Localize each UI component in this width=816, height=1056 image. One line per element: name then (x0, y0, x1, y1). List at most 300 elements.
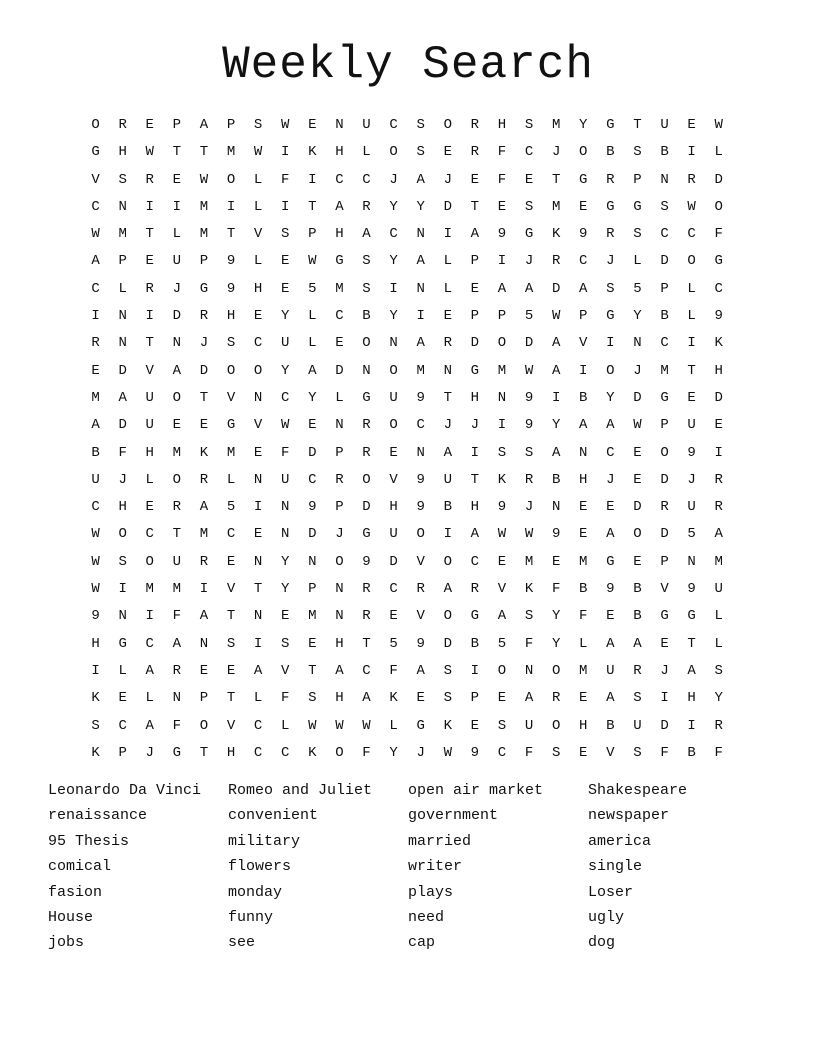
grid-letter: A (687, 662, 696, 679)
grid-letter: E (579, 499, 588, 516)
grid-letter: Y (281, 553, 290, 570)
grid-letter: T (172, 526, 182, 543)
grid-letter: M (91, 389, 100, 406)
grid-letter: R (470, 117, 480, 133)
grid-letter: P (308, 226, 317, 243)
grid-letter: W (714, 117, 723, 133)
word-list-item: Leonardo Da Vinci (48, 782, 202, 799)
grid-letter: K (308, 744, 317, 761)
grid-letter: F (389, 662, 398, 679)
grid-letter: J (470, 417, 480, 434)
grid-letter: J (389, 171, 398, 188)
grid-letter: V (226, 389, 236, 406)
grid-letter: E (226, 553, 236, 570)
grid-letter: 9 (470, 744, 480, 761)
grid-letter: N (308, 553, 317, 570)
grid-letter: W (362, 717, 371, 734)
grid-letter: D (551, 280, 561, 297)
grid-letter: H (714, 362, 723, 379)
grid-letter: A (606, 417, 615, 434)
grid-letter: 5 (226, 499, 236, 516)
grid-letter: A (416, 662, 425, 679)
grid-letter: C (470, 553, 480, 570)
grid-letter: Y (389, 253, 398, 270)
grid-letter: J (524, 499, 534, 516)
word-list-item: renaissance (48, 807, 148, 825)
grid-letter: D (714, 171, 723, 188)
grid-letter: P (660, 553, 669, 570)
grid-letter: G (687, 608, 696, 625)
grid-letter: P (335, 444, 344, 461)
grid-letter: L (118, 662, 127, 679)
grid-letter: W (524, 526, 534, 543)
grid-letter: 5 (308, 280, 317, 297)
grid-letter: I (497, 253, 507, 270)
grid-letter: D (524, 335, 534, 352)
grid-letter: A (91, 417, 100, 434)
grid-letter: E (660, 635, 669, 652)
grid-letter: T (199, 744, 209, 761)
grid-letter: R (687, 171, 696, 188)
grid-letter: S (633, 226, 642, 243)
grid-letter: E (714, 417, 723, 434)
grid-letter: A (91, 253, 100, 270)
grid-letter: L (226, 471, 236, 488)
grid-letter: M (579, 553, 588, 570)
grid-row (82, 494, 734, 521)
grid-row (82, 248, 734, 275)
grid-letter: R (118, 117, 127, 133)
grid-letter: D (660, 471, 669, 488)
grid-letter: M (199, 526, 209, 543)
grid-letter: O (687, 253, 696, 270)
grid-letter: U (362, 117, 371, 133)
word-list-item: 95 Thesis (48, 832, 130, 850)
word-list-item: writer (408, 858, 463, 876)
grid-letter: A (524, 280, 534, 297)
grid-letter: S (633, 144, 642, 161)
grid-row (82, 685, 734, 712)
grid-letter: Y (551, 608, 561, 625)
grid-letter: P (660, 417, 669, 434)
grid-letter: S (524, 444, 534, 461)
grid-letter: E (416, 690, 425, 707)
grid-letter: R (362, 417, 371, 434)
grid-letter: I (687, 144, 696, 161)
grid-letter: O (335, 744, 344, 761)
grid-letter: A (199, 117, 209, 133)
grid-letter: N (281, 499, 290, 516)
grid-letter: R (470, 144, 480, 161)
grid-letter: T (687, 635, 696, 652)
grid-letter: T (687, 362, 696, 379)
grid-letter: C (389, 226, 398, 243)
grid-letter: R (443, 335, 452, 352)
grid-letter: S (443, 690, 452, 707)
grid-letter: S (226, 335, 236, 352)
grid-letter: 9 (416, 499, 425, 516)
grid-row (82, 412, 734, 439)
grid-letter: F (281, 690, 290, 707)
grid-letter: E (443, 308, 452, 325)
grid-letter: A (308, 362, 317, 379)
grid-letter: U (443, 471, 452, 488)
grid-letter: P (497, 308, 507, 325)
grid-letter: D (660, 253, 669, 270)
grid-letter: U (633, 717, 642, 734)
grid-letter: P (199, 253, 209, 270)
grid-letter: D (660, 526, 669, 543)
grid-letter: A (633, 635, 642, 652)
grid-letter: F (524, 744, 534, 761)
grid-letter: A (470, 226, 480, 243)
grid-letter: S (524, 608, 534, 625)
grid-letter: Y (579, 117, 588, 133)
word-list-item: plays (408, 883, 454, 901)
grid-letter: M (172, 581, 182, 598)
grid-letter: V (226, 581, 236, 598)
grid-letter: V (145, 362, 154, 379)
grid-row (82, 385, 734, 412)
grid-letter: 9 (524, 389, 534, 406)
grid-letter: C (118, 717, 127, 734)
grid-letter: E (308, 117, 317, 133)
grid-letter: E (497, 553, 507, 570)
grid-letter: I (687, 717, 696, 734)
word-list-item: monday (228, 883, 283, 901)
grid-letter: I (145, 308, 154, 325)
grid-letter: N (281, 526, 290, 543)
grid-letter: R (362, 198, 371, 215)
grid-letter: O (443, 608, 452, 625)
grid-letter: M (226, 444, 236, 461)
grid-letter: R (172, 499, 182, 516)
grid-letter: S (118, 171, 127, 188)
grid-letter: S (308, 690, 317, 707)
word-list-item: Loser (588, 883, 634, 901)
grid-letter: R (145, 280, 154, 297)
grid-letter: K (714, 335, 723, 352)
grid-letter: R (199, 308, 209, 325)
grid-letter: I (443, 526, 452, 543)
grid-letter: G (172, 744, 182, 761)
grid-letter: 5 (687, 526, 696, 543)
grid-letter: O (362, 335, 371, 352)
grid-letter: O (443, 117, 452, 133)
grid-letter: I (606, 335, 615, 352)
grid-letter: L (687, 308, 696, 325)
grid-letter: O (497, 662, 507, 679)
grid-letter: H (335, 635, 344, 652)
grid-letter: H (118, 144, 127, 161)
grid-letter: N (335, 117, 344, 133)
grid-letter: S (362, 280, 371, 297)
grid-letter: W (281, 417, 290, 434)
grid-letter: I (226, 198, 236, 215)
grid-row (82, 740, 734, 767)
grid-row (82, 167, 734, 194)
grid-letter: O (443, 553, 452, 570)
grid-letter: A (524, 690, 534, 707)
grid-letter: W (524, 362, 534, 379)
grid-letter: G (633, 198, 642, 215)
grid-letter: C (389, 117, 398, 133)
grid-letter: L (253, 253, 263, 270)
grid-letter: E (335, 335, 344, 352)
grid-letter: E (199, 662, 209, 679)
grid-letter: B (606, 717, 615, 734)
grid-letter: L (253, 171, 263, 188)
grid-letter: T (226, 690, 236, 707)
grid-letter: O (551, 717, 561, 734)
grid-letter: N (551, 499, 561, 516)
grid-letter: E (172, 417, 182, 434)
grid-letter: I (389, 280, 398, 297)
grid-letter: K (199, 444, 209, 461)
grid-letter: A (443, 581, 452, 598)
grid-letter: N (362, 362, 371, 379)
word-list-item: married (408, 832, 472, 850)
grid-letter: F (714, 744, 723, 761)
grid-letter: L (443, 253, 452, 270)
grid-letter: G (606, 553, 615, 570)
grid-letter: C (335, 171, 344, 188)
grid-letter: S (660, 198, 669, 215)
grid-letter: O (551, 662, 561, 679)
grid-letter: E (199, 417, 209, 434)
grid-letter: R (362, 608, 371, 625)
grid-letter: A (172, 635, 182, 652)
grid-letter: J (551, 144, 561, 161)
grid-letter: R (145, 171, 154, 188)
word-list-item: House (48, 908, 94, 926)
grid-letter: I (253, 635, 263, 652)
grid-letter: C (91, 280, 100, 297)
grid-letter: R (172, 662, 182, 679)
grid-letter: O (579, 144, 588, 161)
grid-letter: L (714, 144, 723, 161)
grid-letter: H (579, 717, 588, 734)
grid-letter: N (416, 444, 425, 461)
grid-letter: A (199, 499, 209, 516)
grid-letter: I (199, 581, 209, 598)
grid-letter: C (281, 389, 290, 406)
grid-letter: R (199, 471, 209, 488)
grid-letter: N (524, 662, 534, 679)
grid-letter: B (633, 581, 642, 598)
grid-letter: B (443, 499, 452, 516)
grid-letter: A (172, 362, 182, 379)
grid-letter: A (145, 717, 154, 734)
grid-letter: E (443, 144, 452, 161)
grid-letter: I (91, 308, 100, 325)
grid-letter: U (389, 389, 398, 406)
grid-letter: D (443, 198, 452, 215)
grid-letter: D (172, 308, 182, 325)
grid-letter: G (416, 717, 425, 734)
grid-letter: G (91, 144, 100, 161)
grid-letter: A (145, 662, 154, 679)
grid-letter: E (606, 608, 615, 625)
grid-letter: L (145, 690, 154, 707)
grid-letter: R (362, 581, 371, 598)
grid-letter: P (226, 117, 236, 133)
grid-letter: C (362, 171, 371, 188)
grid-letter: F (497, 171, 507, 188)
grid-letter: W (335, 717, 344, 734)
grid-letter: I (579, 362, 588, 379)
grid-letter: M (497, 362, 507, 379)
grid-letter: A (714, 526, 723, 543)
word-list-item: funny (228, 908, 274, 926)
grid-letter: N (416, 226, 425, 243)
word-list-item: cap (408, 934, 436, 952)
grid-letter: F (714, 226, 723, 243)
grid-letter: L (633, 253, 642, 270)
grid-row (82, 440, 734, 467)
grid-letter: J (118, 471, 127, 488)
word-list-item: see (228, 934, 256, 952)
grid-letter: M (551, 198, 561, 215)
grid-letter: H (335, 144, 344, 161)
grid-row (82, 221, 734, 248)
grid-letter: P (335, 499, 344, 516)
word-list-item: government (408, 807, 499, 825)
grid-letter: T (308, 198, 317, 215)
grid-letter: N (253, 553, 263, 570)
grid-letter: V (497, 581, 507, 598)
grid-letter: B (606, 144, 615, 161)
word-list-item: flowers (228, 858, 292, 876)
grid-letter: I (281, 144, 290, 161)
grid-letter: E (281, 608, 290, 625)
grid-letter: T (226, 608, 236, 625)
grid-letter: E (226, 662, 236, 679)
grid-letter: L (308, 335, 317, 352)
grid-letter: K (551, 226, 561, 243)
grid-letter: L (687, 280, 696, 297)
grid-letter: 9 (579, 226, 588, 243)
grid-letter: V (91, 171, 100, 188)
grid-letter: D (660, 717, 669, 734)
grid-letter: C (91, 499, 100, 516)
grid-letter: N (335, 608, 344, 625)
grid-letter: E (281, 280, 290, 297)
grid-letter: E (91, 362, 100, 379)
grid-letter: H (253, 280, 263, 297)
grid-letter: Y (551, 417, 561, 434)
grid-letter: T (253, 581, 263, 598)
grid-letter: W (497, 526, 507, 543)
grid-letter: O (118, 526, 127, 543)
grid-letter: N (579, 444, 588, 461)
grid-letter: M (172, 444, 182, 461)
grid-letter: P (118, 253, 127, 270)
grid-letter: G (118, 635, 127, 652)
grid-letter: Y (633, 308, 642, 325)
grid-letter: E (253, 308, 263, 325)
grid-letter: E (606, 499, 615, 516)
grid-letter: 5 (497, 635, 507, 652)
grid-letter: C (416, 417, 425, 434)
grid-letter: B (660, 308, 669, 325)
grid-letter: U (281, 335, 290, 352)
grid-letter: G (199, 280, 209, 297)
grid-letter: G (579, 171, 588, 188)
grid-letter: Y (416, 198, 425, 215)
grid-letter: V (253, 417, 263, 434)
grid-letter: W (253, 144, 263, 161)
grid-letter: C (91, 198, 100, 215)
grid-letter: B (362, 308, 371, 325)
grid-letter: V (579, 335, 588, 352)
grid-letter: C (389, 581, 398, 598)
grid-letter: A (606, 635, 615, 652)
grid-letter: B (660, 144, 669, 161)
grid-letter: S (362, 253, 371, 270)
grid-letter: D (308, 444, 317, 461)
grid-letter: T (145, 226, 154, 243)
grid-letter: O (660, 444, 669, 461)
grid-letter: P (308, 581, 317, 598)
grid-letter: G (660, 389, 669, 406)
word-list-item: military (228, 832, 301, 850)
grid-letter: S (714, 662, 723, 679)
letter-grid (82, 112, 734, 767)
grid-letter: R (714, 717, 723, 734)
word-list-item: ugly (588, 908, 625, 926)
grid-letter: D (308, 526, 317, 543)
grid-letter: 9 (687, 444, 696, 461)
grid-letter: R (714, 499, 723, 516)
grid-letter: K (497, 471, 507, 488)
grid-letter: V (281, 662, 290, 679)
grid-letter: E (253, 526, 263, 543)
grid-letter: N (172, 335, 182, 352)
grid-letter: R (91, 335, 100, 352)
grid-letter: S (226, 635, 236, 652)
grid-letter: E (687, 389, 696, 406)
grid-letter: Y (281, 581, 290, 598)
grid-letter: A (606, 690, 615, 707)
grid-letter: L (579, 635, 588, 652)
grid-letter: Y (389, 308, 398, 325)
grid-letter: W (281, 117, 290, 133)
grid-letter: G (606, 117, 615, 133)
grid-row (82, 658, 734, 685)
grid-letter: W (687, 198, 696, 215)
grid-letter: I (660, 690, 669, 707)
grid-letter: 9 (714, 308, 723, 325)
grid-letter: E (579, 690, 588, 707)
grid-letter: E (497, 198, 507, 215)
grid-letter: E (470, 171, 480, 188)
grid-letter: R (606, 226, 615, 243)
grid-letter: P (470, 308, 480, 325)
grid-letter: W (633, 417, 642, 434)
grid-letter: R (551, 253, 561, 270)
grid-letter: W (91, 226, 100, 243)
grid-letter: C (253, 717, 263, 734)
grid-letter: G (606, 198, 615, 215)
grid-letter: C (660, 226, 669, 243)
grid-letter: N (687, 553, 696, 570)
grid-letter: O (389, 362, 398, 379)
grid-letter: B (91, 444, 100, 461)
grid-letter: M (118, 226, 127, 243)
grid-letter: V (606, 744, 615, 761)
grid-letter: D (389, 553, 398, 570)
